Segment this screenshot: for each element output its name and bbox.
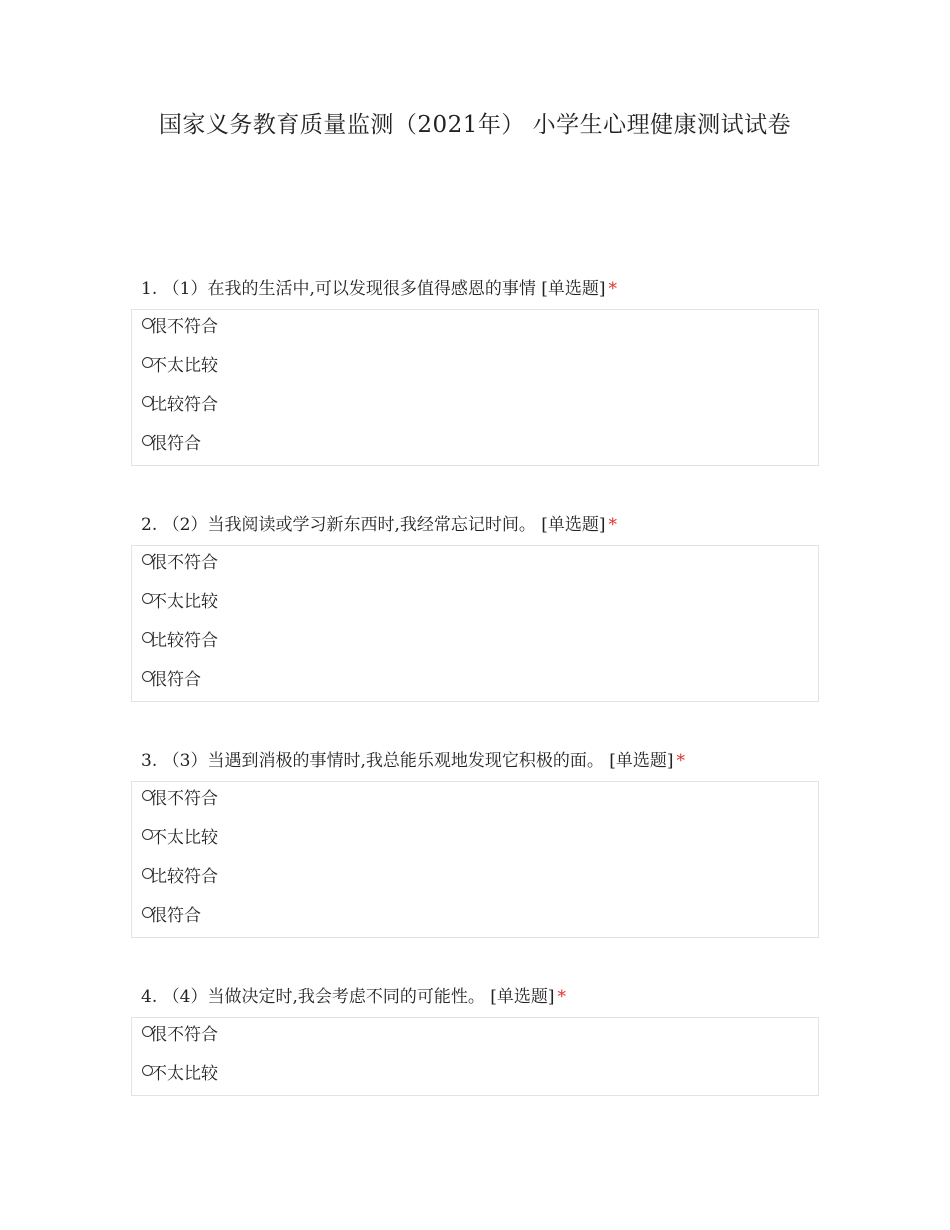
- options-box: [131, 545, 819, 702]
- option-item[interactable]: [132, 821, 818, 860]
- option-label: 不太比较: [150, 592, 218, 612]
- options-box: [131, 309, 819, 466]
- option-item[interactable]: [132, 1018, 818, 1057]
- required-marker: *: [608, 515, 618, 535]
- question-heading: [141, 274, 617, 299]
- question-text: 当做决定时,我会考虑不同的可能性。: [207, 987, 485, 1007]
- option-label: 不太比较: [150, 1064, 218, 1084]
- question-type: [单选题]: [541, 279, 606, 299]
- option-item[interactable]: [132, 860, 818, 899]
- option-label: 比较符合: [150, 395, 218, 415]
- option-label: 不太比较: [150, 828, 218, 848]
- option-label: 很符合: [150, 434, 201, 454]
- question-heading: [141, 746, 685, 771]
- required-marker: *: [557, 987, 567, 1007]
- required-marker: *: [608, 279, 618, 299]
- option-label: 比较符合: [150, 867, 218, 887]
- question-text: 当我阅读或学习新东西时,我经常忘记时间。: [207, 515, 536, 535]
- option-label: 很符合: [150, 906, 201, 926]
- required-marker: *: [676, 751, 686, 771]
- option-item[interactable]: [132, 624, 818, 663]
- option-item[interactable]: [132, 349, 818, 388]
- question-number: 4. （4）: [141, 987, 208, 1007]
- option-item[interactable]: [132, 310, 818, 349]
- question-text: 当遇到消极的事情时,我总能乐观地发现它积极的面。: [207, 751, 604, 771]
- question-heading: [141, 982, 566, 1007]
- option-item[interactable]: [132, 1057, 818, 1096]
- document-title: 国家义务教育质量监测（2021年） 小学生心理健康测试试卷: [158, 112, 792, 138]
- question-number: 3. （3）: [141, 751, 208, 771]
- option-label: 不太比较: [150, 356, 218, 376]
- option-item[interactable]: [132, 782, 818, 821]
- question-type: [单选题]: [609, 751, 674, 771]
- question-type: [单选题]: [490, 987, 555, 1007]
- question-number: 2. （2）: [141, 515, 208, 535]
- option-item[interactable]: [132, 663, 818, 702]
- option-item[interactable]: [132, 585, 818, 624]
- question-type: [单选题]: [541, 515, 606, 535]
- option-item[interactable]: [132, 899, 818, 938]
- option-label: 很不符合: [150, 553, 218, 573]
- options-box: [131, 1017, 819, 1096]
- question-number: 1. （1）: [141, 279, 208, 299]
- options-box: [131, 781, 819, 938]
- option-item[interactable]: [132, 546, 818, 585]
- question-heading: [141, 510, 617, 535]
- option-label: 很不符合: [150, 789, 218, 809]
- option-label: 很不符合: [150, 1025, 218, 1045]
- option-label: 比较符合: [150, 631, 218, 651]
- option-item[interactable]: [132, 427, 818, 466]
- option-label: 很不符合: [150, 317, 218, 337]
- option-label: 很符合: [150, 670, 201, 690]
- question-text: 在我的生活中,可以发现很多值得感恩的事情: [207, 279, 536, 299]
- option-item[interactable]: [132, 388, 818, 427]
